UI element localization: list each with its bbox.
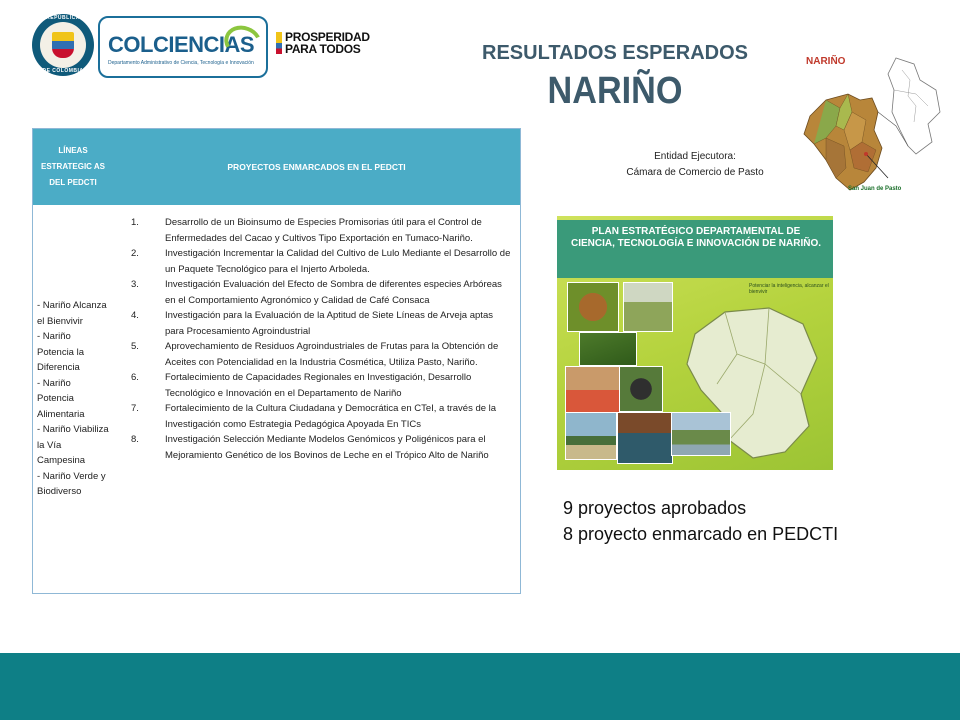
strategic-line: - Nariño Potencia la Diferencia bbox=[37, 331, 85, 374]
summary bbox=[563, 495, 838, 547]
header-projects: PROYECTOS ENMARCADOS EN EL PEDCTI bbox=[227, 162, 406, 172]
project-number: 5. bbox=[131, 341, 139, 352]
tool-photo bbox=[619, 366, 663, 412]
strategic-line: - Nariño Viabiliza la Vía Campesina bbox=[37, 424, 109, 467]
project-text: Fortalecimiento de Capacidades Regionales en Investigación, Desarrollo Tecnológico e Innovación en el Departamento de Nariño bbox=[165, 372, 472, 399]
colombia-seal-logo bbox=[32, 14, 94, 76]
project-text: Investigación para la Evaluación de la Aptitud de Siete Líneas de Arveja aptas para Procesamiento Agroindustrial bbox=[165, 310, 493, 337]
cover-title: PLAN ESTRATÉGICO DEPARTAMENTAL DE CIENCIA, TECNOLOGÍA E INNOVACIÓN DE NARIÑO. bbox=[571, 226, 822, 249]
page-subtitle: RESULTADOS ESPERADOS bbox=[482, 42, 748, 64]
project-number: 4. bbox=[131, 310, 139, 321]
strategic-line: - Nariño Potencia Alimentaria bbox=[37, 377, 85, 420]
project-text: Investigación Selección Mediante Modelos Genómicos y Poligénicos para el Mejoramiento Genético de los Bovinos de Leche en el Trópico Alto de Nariño bbox=[165, 434, 489, 461]
colciencias-subtitle: Departamento Administrativo de Ciencia, Tecnología e Innovación bbox=[108, 60, 254, 66]
projects-list bbox=[121, 215, 513, 463]
project-text: Investigación Evaluación del Efecto de Sombra de diferentes especies Arbóreas en el Comportamiento Agronómico y Calidad de Café Consaca bbox=[165, 279, 502, 306]
table-header bbox=[33, 129, 520, 205]
project-item bbox=[121, 277, 513, 308]
project-item bbox=[121, 215, 513, 246]
strategic-lines bbox=[33, 205, 113, 593]
strategic-line: - Nariño Alcanza el Bienvivir bbox=[37, 300, 107, 327]
project-number: 6. bbox=[131, 372, 139, 383]
project-item bbox=[121, 370, 513, 401]
landscape-photo bbox=[623, 282, 673, 332]
entidad-value: Cámara de Comercio de Pasto bbox=[626, 167, 764, 178]
flag-icon bbox=[276, 32, 282, 54]
project-number: 7. bbox=[131, 403, 139, 414]
entidad-ejecutora bbox=[560, 149, 830, 181]
river-photo bbox=[671, 412, 731, 456]
project-item bbox=[121, 432, 513, 463]
map-region-label: NARIÑO bbox=[806, 56, 846, 67]
plan-cover-image bbox=[557, 216, 833, 470]
shield-icon bbox=[52, 32, 74, 58]
header-lines: LÍNEAS ESTRATEGIC AS DEL PEDCTI bbox=[40, 146, 105, 187]
project-item bbox=[121, 246, 513, 277]
children-photo bbox=[565, 366, 621, 414]
projects-table bbox=[32, 128, 521, 594]
project-number: 3. bbox=[131, 279, 139, 290]
prosperidad-line2: PARA TODOS bbox=[285, 42, 361, 56]
project-number: 1. bbox=[131, 217, 139, 228]
colciencias-name: COLCIENCIAS bbox=[108, 32, 255, 57]
project-text: Desarrollo de un Bioinsumo de Especies Promisorias útil para el Control de Enfermedades del Cacao y Cultivos Tipo Exportación en Tumaco-Nariño. bbox=[165, 217, 482, 244]
header-logos bbox=[32, 14, 382, 78]
page-title: NARIÑO bbox=[547, 70, 683, 112]
project-text: Fortalecimiento de la Cultura Ciudadana y Democrática en CTeI, a través de la Investigación como Estrategia Pedagógica Apoyada En TICs bbox=[165, 403, 497, 430]
seal-bottom-text: DE COLOMBIA bbox=[42, 68, 84, 74]
cover-slogan: Potenciar la inteligencia, alcanzar el bienvivir bbox=[749, 283, 829, 295]
project-text: Investigación Incrementar la Calidad del Cultivo de Lulo Mediante el Desarrollo de un Paquete Tecnológico para el Injerto Arboleda. bbox=[165, 248, 511, 275]
project-text: Aprovechamiento de Residuos Agroindustriales de Frutas para la Obtención de Aceites con Potencialidad en la Industria Cosmética, Utiliza Pasto, Nariño. bbox=[165, 341, 499, 368]
map-city-label: San Juan de Pasto bbox=[848, 186, 902, 192]
woman-photo bbox=[617, 412, 673, 464]
chestnut-photo bbox=[567, 282, 619, 332]
summary-framed: 8 proyecto enmarcado en PEDCTI bbox=[563, 524, 839, 544]
plant-photo bbox=[579, 332, 637, 366]
colciencias-logo bbox=[98, 16, 268, 78]
project-number: 2. bbox=[131, 248, 139, 259]
seal-top-text: REPÚBLICA bbox=[46, 15, 80, 21]
island-photo bbox=[565, 412, 617, 460]
strategic-line: - Nariño Verde y Biodiverso bbox=[37, 470, 106, 498]
project-item bbox=[121, 308, 513, 339]
project-item bbox=[121, 401, 513, 432]
summary-approved: 9 proyectos aprobados bbox=[563, 498, 747, 518]
project-item bbox=[121, 339, 513, 370]
footer-bar bbox=[0, 653, 960, 720]
entidad-label: Entidad Ejecutora: bbox=[654, 151, 736, 162]
prosperidad-line1: PROSPERIDAD bbox=[285, 30, 370, 44]
project-number: 8. bbox=[131, 434, 139, 445]
